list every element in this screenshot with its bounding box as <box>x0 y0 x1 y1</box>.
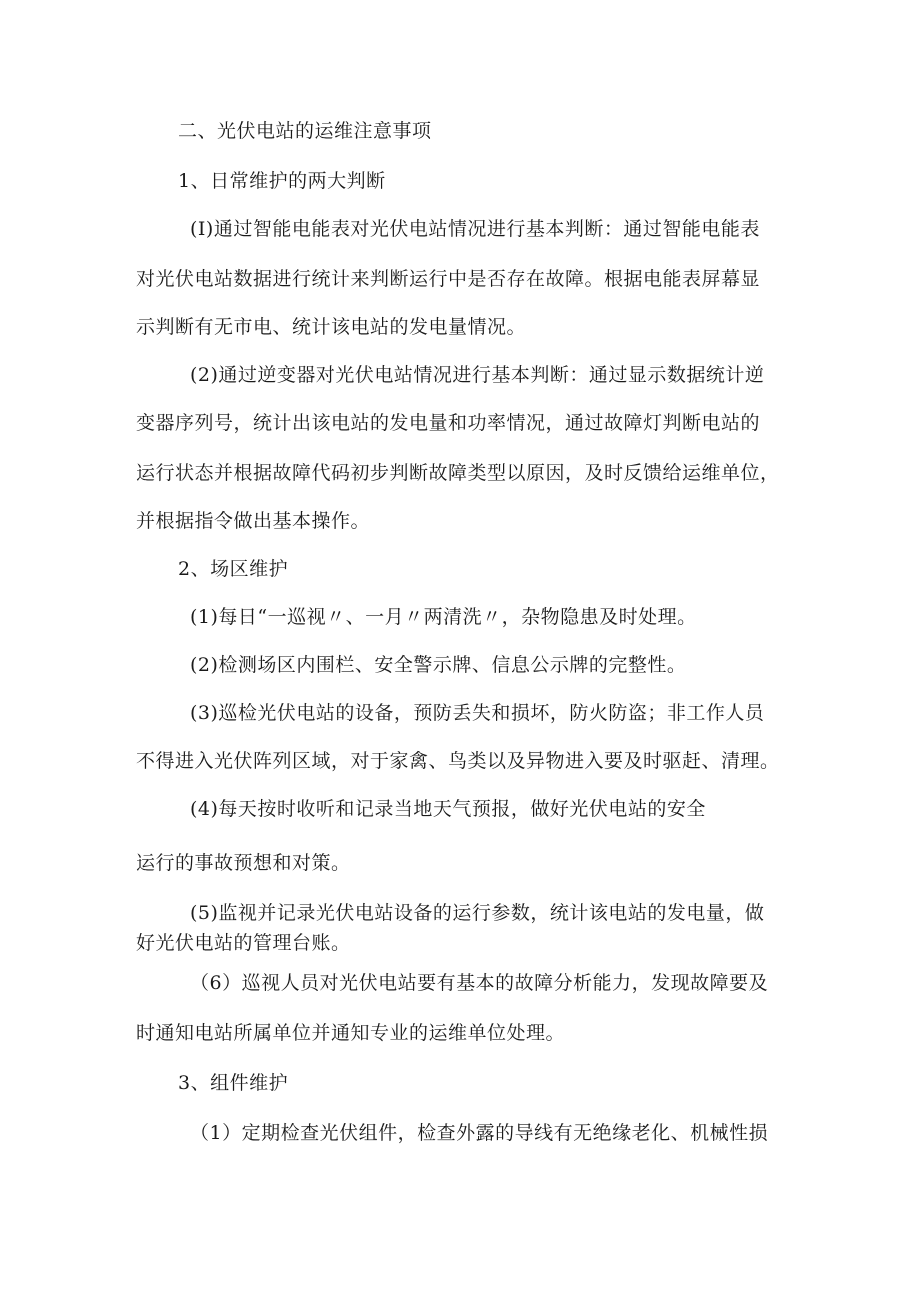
subsection-heading-3: 3、组件维护 <box>178 1072 289 1094</box>
list-item-line: 运行的事故预想和对策。 <box>136 852 351 874</box>
paragraph-line: 示判断有无市电、统计该电站的发电量情况。 <box>136 316 527 338</box>
paragraph-line: 运行状态并根据故障代码初步判断故障类型以原因，及时反馈给运维单位， <box>136 462 780 484</box>
paragraph-line: 变器序列号，统计出该电站的发电量和功率情况，通过故障灯判断电站的 <box>136 412 761 434</box>
paragraph-line: (2)通过逆变器对光伏电站情况进行基本判断：通过显示数据统计逆 <box>190 364 765 386</box>
subsection-heading-1: 1、日常维护的两大判断 <box>178 170 386 192</box>
paragraph-line: (I)通过智能电能表对光伏电站情况进行基本判断：通过智能电能表 <box>190 218 760 240</box>
section-title: 二、光伏电站的运维注意事项 <box>178 120 432 142</box>
list-item-line: （6）巡视人员对光伏电站要有基本的故障分析能力，发现故障要及 <box>190 972 769 994</box>
list-item-line: 不得进入光伏阵列区域，对于家禽、鸟类以及异物进入要及时驱赶、清理。 <box>136 750 780 772</box>
list-item-line: (5)监视并记录光伏电站设备的运行参数，统计该电站的发电量，做 <box>190 902 765 924</box>
subsection-heading-2: 2、场区维护 <box>178 558 289 580</box>
list-item-line: 好光伏电站的管理台账。 <box>136 932 351 954</box>
list-item-line: （1）定期检查光伏组件，检查外露的导线有无绝缘老化、机械性损 <box>190 1122 769 1144</box>
list-item-line: (2)检测场区内围栏、安全警示牌、信息公示牌的完整性。 <box>190 654 687 676</box>
list-item-line: (1)每日“一巡视〃、一月〃两清洗〃，杂物隐患及时处理。 <box>190 606 697 628</box>
paragraph-line: 对光伏电站数据进行统计来判断运行中是否存在故障。根据电能表屏幕显 <box>136 268 761 290</box>
list-item-line: 时通知电站所属单位并通知专业的运维单位处理。 <box>136 1022 566 1044</box>
paragraph-line: 并根据指令做出基本操作。 <box>136 510 371 532</box>
list-item-line: (3)巡检光伏电站的设备，预防丢失和损坏，防火防盗；非工作人员 <box>190 702 765 724</box>
list-item-line: (4)每天按时收听和记录当地天气预报，做好光伏电站的安全 <box>190 798 706 820</box>
